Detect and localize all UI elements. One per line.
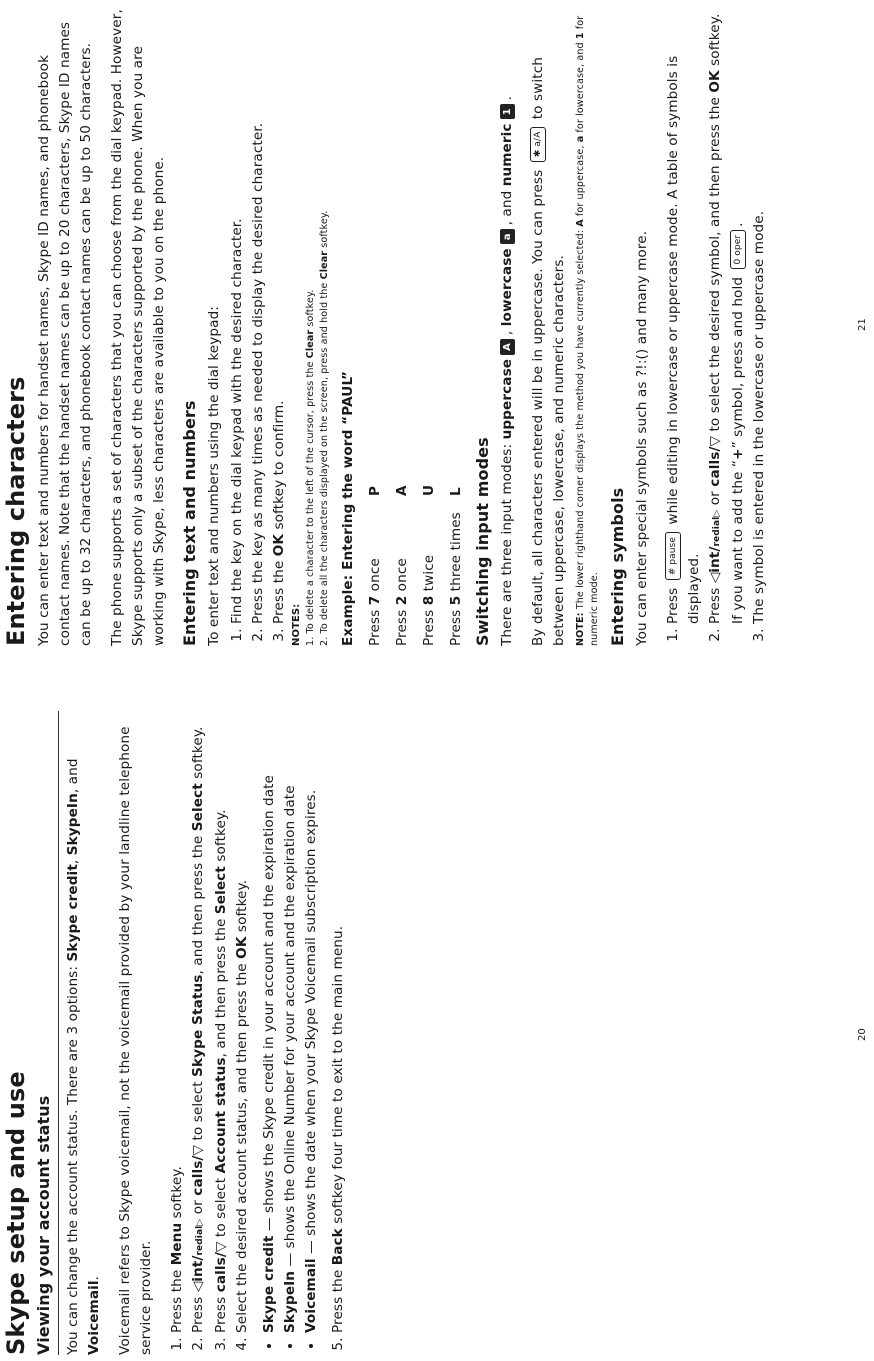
- option-skypein: • SkypeIn — shows the Online Number for your account and the expiration date: [280, 711, 301, 1333]
- text-numbers-heading: Entering text and numbers: [180, 400, 199, 646]
- calls-down-key-icon: calls/▽: [213, 1241, 229, 1293]
- page-title: Skype setup and use: [2, 1071, 30, 1355]
- modes-intro: There are three input modes: uppercaseA, lowercasea, and numeric1.: [499, 95, 515, 646]
- step-4: 4. Select the desired account status, and then press the OK softkey.: [232, 711, 253, 1333]
- uppercase-mode-icon: A: [500, 339, 515, 355]
- star-key-icon: ✱ a/A: [530, 127, 546, 163]
- right-page: [0, 2, 776, 646]
- modes-note: NOTE: The lower righthand corner displays the method you have currently selected: A for uppercase, a for lowercase, and 1 for numeric mode.: [575, 15, 600, 646]
- section-heading: Viewing your account status: [34, 711, 59, 1355]
- lowercase-mode-icon: a: [500, 229, 515, 244]
- symbol-step-3: 3. The symbol is entered in the lowercase or uppercase mode.: [749, 2, 770, 624]
- zero-oper-key-icon: 0 oper: [730, 230, 746, 270]
- input-modes-heading: Switching input modes: [473, 437, 492, 646]
- status-steps: [167, 711, 253, 1355]
- option-skype-credit: • Skype credit — shows the Skype credit in your account and the expiration date: [259, 711, 280, 1333]
- note-2: 2. To delete all the characters displayed on the screen, press and hold the Clear softkey.: [319, 210, 330, 646]
- support-paragraph: The phone supports a set of characters that you can choose from the dial keypad. However, Skype supports only a subset of the characters supported by the phone. When you are working with Skype, less characters are available to you on the phone.: [109, 9, 167, 646]
- pound-key-icon: # pause: [665, 532, 681, 580]
- text-steps: [227, 2, 290, 646]
- example-row: Press 2 onceA: [394, 485, 410, 646]
- int-redial-key-icon: ◁int/redial▷: [707, 509, 723, 584]
- status-options-list: [259, 711, 322, 1355]
- voicemail-note: Voicemail refers to Skype voicemail, not the voicemail provided by your landline telephone service provider.: [117, 726, 154, 1355]
- text-step-2: 2. Press the key as many times as needed to display the desired character.: [248, 2, 269, 624]
- example-row: Press 8 twiceU: [421, 484, 437, 646]
- left-page: [0, 711, 355, 1355]
- step-3: 3. Press calls/▽ to select Account status, and then press the Select softkey.: [211, 711, 232, 1333]
- modes-default: By default, all characters entered will be in uppercase. You can press ✱ a/A to switch between uppercase, lowercase, and numeric characters.: [530, 56, 567, 646]
- intro-paragraph: You can enter text and numbers for handset names, Skype ID names, and phonebook contact names. Note that the handset names can be up to 20 characters, Skype ID names can be up to 32 characters, and phonebook contact names can be up to 50 characters.: [36, 21, 94, 646]
- page-number: 20: [857, 1028, 868, 1041]
- symbols-heading: Entering symbols: [608, 487, 627, 646]
- intro-paragraph: You can change the account status. There are 3 options: Skype credit, SkypeIn, and Voicemail.: [65, 758, 102, 1355]
- text-intro: To enter text and numbers using the dial keypad:: [206, 306, 222, 646]
- example-heading: Example: Entering the word “PAUL”: [340, 371, 356, 646]
- step-2: 2. Press ◁int/redial▷ or calls/▽ to select Skype Status, and then press the Select softkey.: [188, 711, 211, 1333]
- step-5: 5. Press the Back softkey four time to exit to the main menu.: [328, 711, 349, 1333]
- note-1: 1. To delete a character to the left of the cursor, press the Clear softkey.: [305, 289, 316, 646]
- notes-label: NOTES:: [291, 603, 302, 646]
- status-steps-continued: [328, 711, 349, 1355]
- symbol-step-2: 2. Press ◁int/redial▷ or calls/▽ to select the desired symbol, and then press the OK softkey. If you want to add the “+” symbol, press and hold 0 oper.: [705, 2, 749, 624]
- int-redial-key-icon: ◁int/redial▷: [190, 1218, 206, 1293]
- calls-down-key-icon: calls/▽: [707, 435, 723, 487]
- option-voicemail: • Voicemail — shows the date when your Skype Voicemail subscription expires.: [301, 711, 322, 1333]
- calls-down-key-icon: calls/▽: [190, 1144, 206, 1196]
- example-row: Press 7 onceP: [367, 485, 383, 646]
- symbol-step-1: 1. Press # pause while editing in lowercase or uppercase mode. A table of symbols is displayed.: [663, 2, 705, 624]
- example-row: Press 5 three timesL: [448, 487, 464, 646]
- page-title: Entering characters: [2, 376, 30, 646]
- symbol-steps: [663, 2, 770, 646]
- step-1: 1. Press the Menu softkey.: [167, 711, 188, 1333]
- symbols-intro: You can enter special symbols such as ?!:() and many more.: [634, 230, 650, 646]
- numeric-mode-icon: 1: [500, 104, 515, 119]
- text-step-1: 1. Find the key on the dial keypad with the desired character.: [227, 2, 248, 624]
- text-step-3: 3. Press the OK softkey to confirm.: [269, 2, 290, 624]
- page-number: 21: [857, 318, 868, 331]
